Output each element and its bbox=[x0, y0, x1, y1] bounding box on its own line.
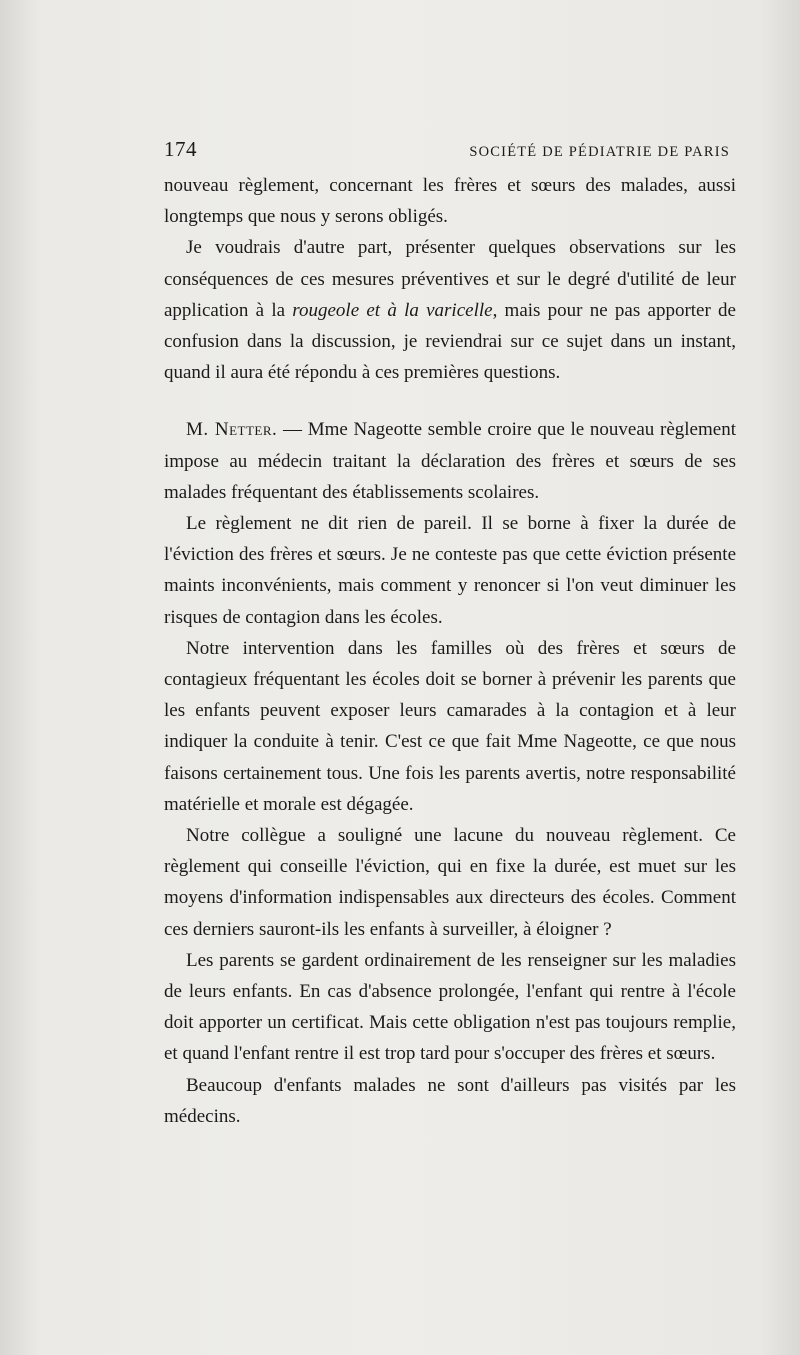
running-head: SOCIÉTÉ DE PÉDIATRIE DE PARIS bbox=[469, 144, 730, 160]
text-block bbox=[164, 134, 736, 1132]
speaker-name: M. Netter. bbox=[186, 419, 278, 441]
paragraph-8: Beaucoup d'enfants malades ne sont d'ailleurs pas visités par les médecins. bbox=[164, 1074, 736, 1127]
paragraph-6: Notre collègue a souligné une lacune du nouveau règlement. Ce règlement qui conseille l'éviction, qui en fixe la durée, est muet sur les moyens d'information indispensables aux directeurs des écoles. Comment ces derniers sauront-ils les enfants à surveiller, à éloigner ? bbox=[164, 825, 736, 940]
paragraph-2 bbox=[164, 232, 736, 388]
page-number: 174 bbox=[164, 137, 197, 161]
paragraph-7: Les parents se gardent ordinairement de les renseigner sur les maladies de leurs enfants. En cas d'absence prolongée, l'enfant qui rentre à l'école doit apporter un certificat. Mais cette obligation n'est pas toujours remplie, et quand l'enfant rentre il est trop tard pour s'occuper des frères et sœurs. bbox=[164, 949, 736, 1065]
page-header bbox=[164, 134, 736, 166]
paragraph-2-text-end: , mais pour ne pas apporter de confusion dans la discussion, je reviendrai sur ce sujet dans un instant, quand il aura été répondu à ces premières questions. bbox=[164, 299, 736, 384]
paragraph-1: nouveau règlement, concernant les frères et sœurs des malades, aussi longtemps que nous y serons obligés. bbox=[164, 175, 736, 228]
paragraph-5: Notre intervention dans les familles où des frères et sœurs de contagieux fréquentant les écoles doit se borner à prévenir les parents que les enfants peuvent exposer leurs camarades à la contagion et à leur indiquer la conduite à tenir. C'est ce que fait Mme Nageotte, ce que nous faisons certainement tous. Une fois les parents avertis, notre responsabilité matérielle et morale est dégagée. bbox=[164, 637, 736, 815]
paragraph-2-text-start: Je voudrais d'autre part, présenter quelques observations sur les conséquences de ces mesures préventives et sur le degré d'utilité de leur application à la bbox=[164, 237, 736, 321]
paragraph-3 bbox=[164, 414, 736, 508]
paragraph-3-text: — Mme Nageotte semble croire que le nouveau règlement impose au médecin traitant la déclaration des frères et sœurs de ses malades fréquentant des établissements scolaires. bbox=[164, 419, 736, 503]
disease-names-italic: rougeole et à la varicelle bbox=[292, 299, 493, 321]
paragraph-4: Le règlement ne dit rien de pareil. Il se borne à fixer la durée de l'éviction des frères et sœurs. Je ne conteste pas que cette éviction présente maints inconvénients, mais comment y renoncer si l'on veut diminuer les risques de contagion dans les écoles. bbox=[164, 513, 736, 628]
